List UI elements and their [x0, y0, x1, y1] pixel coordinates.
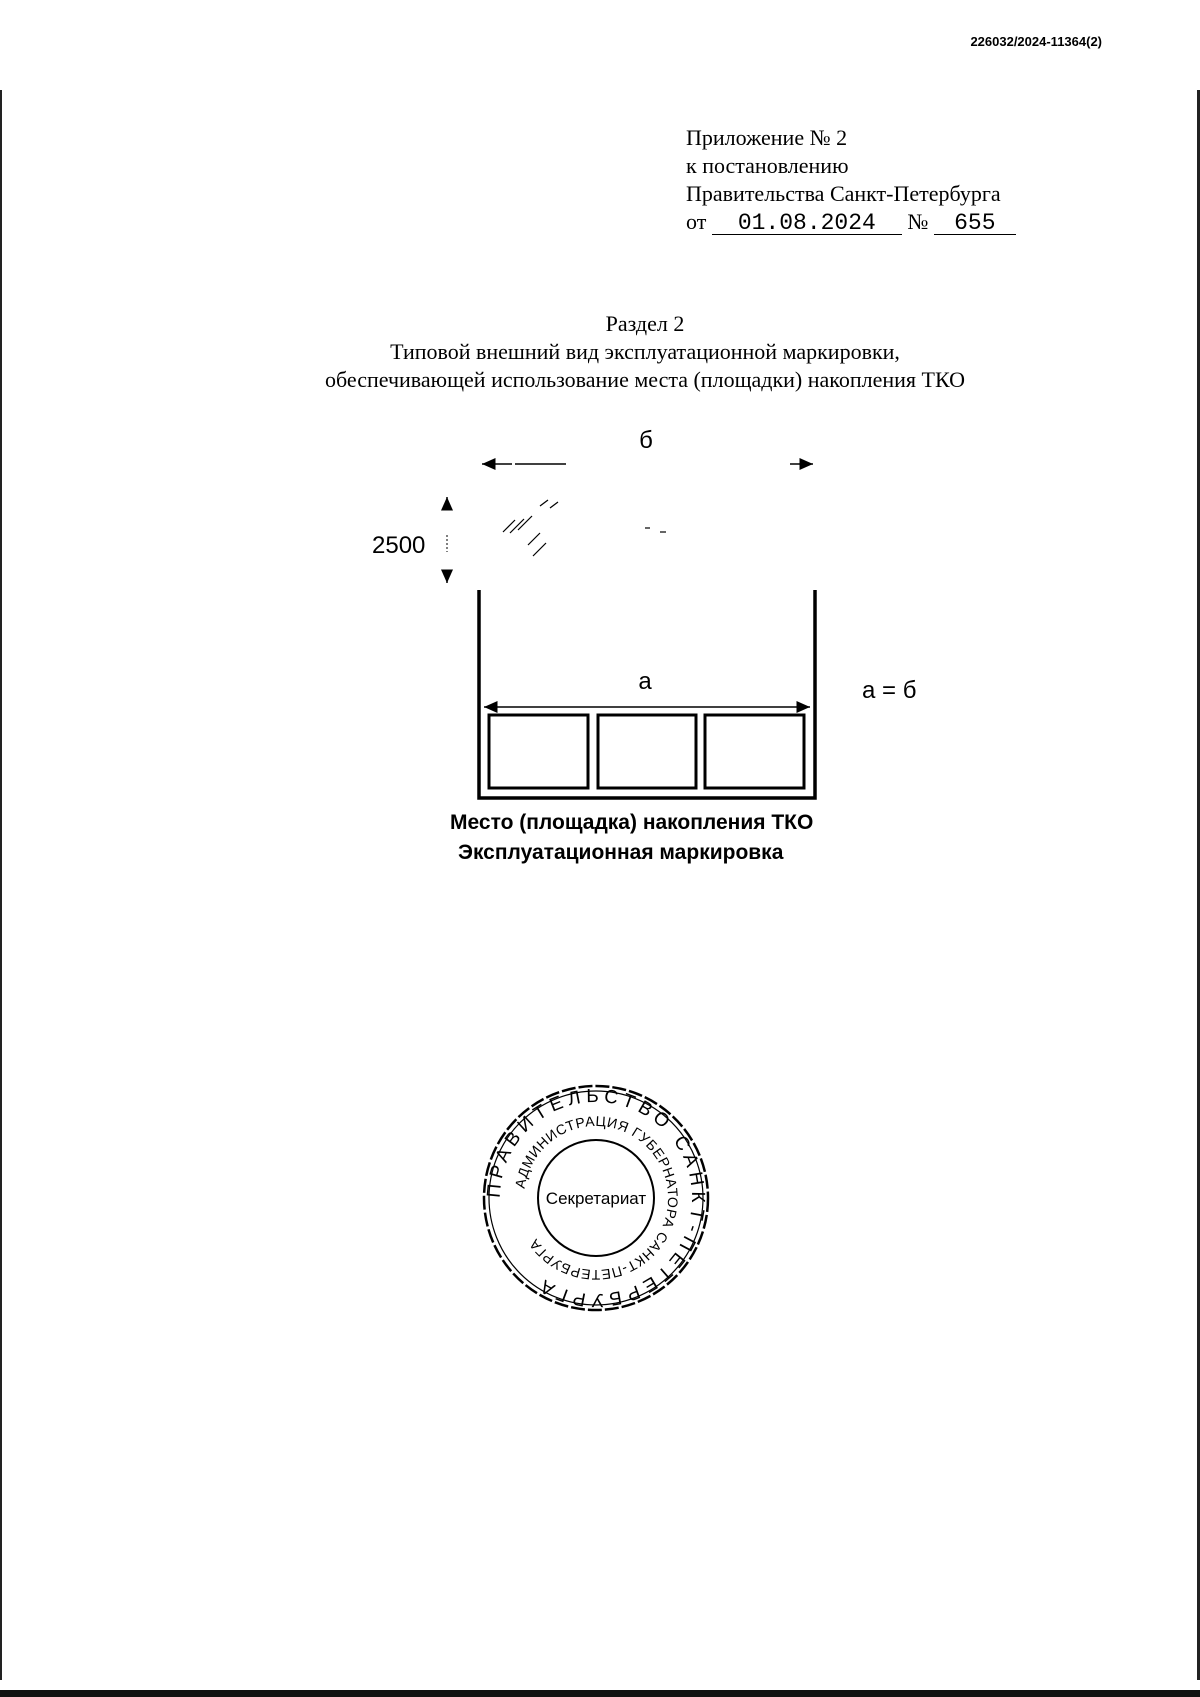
- faint-hatching: [503, 500, 666, 556]
- seal-graphic: [480, 1082, 712, 1314]
- decree-date: 01.08.2024: [712, 212, 902, 235]
- equality-label: а = б: [862, 677, 917, 704]
- container-2: [598, 715, 696, 788]
- caption-line-1: Место (площадка) накопления ТКО: [450, 811, 814, 834]
- section-subtitle-2: обеспечивающей использование места (площадки) накопления ТКО: [324, 367, 965, 392]
- container-1: [489, 715, 588, 788]
- section-title: Раздел 2: [605, 311, 685, 336]
- diagram-caption: [380, 808, 840, 868]
- seal-center-text: Секретариат: [545, 1189, 647, 1208]
- height-label: 2500: [372, 532, 426, 559]
- document-number: 226032/2024-11364(2): [970, 34, 1102, 49]
- scan-bottom-border: [0, 1690, 1200, 1697]
- number-prefix: №: [907, 209, 929, 234]
- section-subtitle-1: Типовой внешний вид эксплуатационной маркировки,: [390, 339, 900, 364]
- seal-middle-textpath: АДМИНИСТРАЦИЯ ГУБЕРНАТОРА САНКТ-ПЕТЕРБУРГА: [511, 1112, 682, 1284]
- appendix-line-3: Правительства Санкт-Петербурга: [686, 181, 1001, 206]
- decree-number: 655: [934, 212, 1016, 235]
- inner-width-label: а: [638, 668, 652, 695]
- caption-line-2: Эксплуатационная маркировка: [458, 841, 784, 864]
- top-width-label: б: [639, 427, 653, 454]
- appendix-title: Приложение № 2: [686, 125, 848, 150]
- seal-outer-textpath: ПРАВИТЕЛЬСТВО САНКТ-ПЕТЕРБУРГА: [483, 1085, 709, 1311]
- date-prefix: от: [686, 209, 707, 234]
- official-seal: [480, 1082, 712, 1314]
- appendix-line-2: к постановлению: [686, 153, 849, 178]
- container-3: [705, 715, 804, 788]
